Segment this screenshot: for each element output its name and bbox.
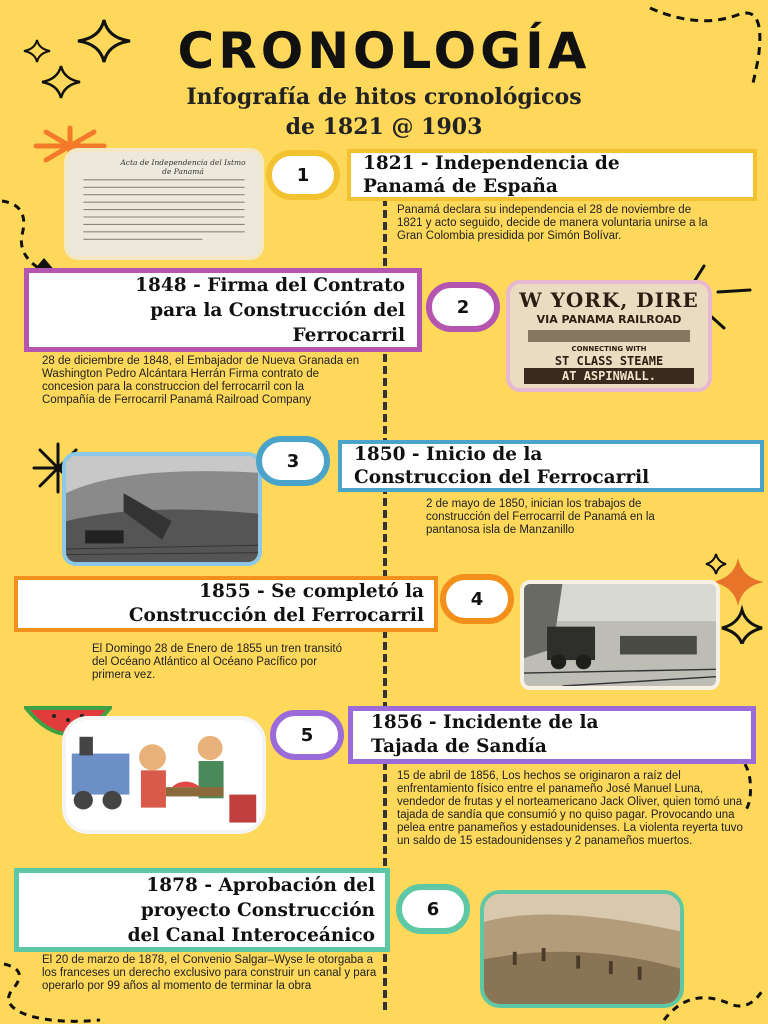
subtitle-line-1: Infografía de hitos cronológicos bbox=[186, 84, 582, 110]
event-5-title-line1: 1856 - Incidente de la bbox=[371, 712, 599, 733]
event-6-number-badge: 6 bbox=[396, 884, 470, 934]
event-6-photo bbox=[480, 890, 684, 1008]
event-3-title-line2: Construccion del Ferrocarril bbox=[354, 467, 650, 488]
event-3-description: 2 de mayo de 1850, inician los trabajos de construcción del Ferrocarril de Panamá en la pantanosa isla de Manzanillo bbox=[426, 498, 655, 536]
event-5-title-line2: Tajada de Sandía bbox=[371, 736, 547, 757]
event-2-title-box bbox=[24, 268, 422, 352]
event-2-title-line1: 1848 - Firma del Contrato bbox=[135, 274, 405, 296]
event-6-title-box bbox=[14, 868, 390, 952]
sparkle-icon bbox=[40, 64, 82, 100]
event-6-title-line1: 1878 - Aprobación del bbox=[146, 874, 375, 896]
event-2-photo-band bbox=[528, 330, 690, 342]
dashed-curve-decoration bbox=[640, 0, 768, 90]
event-4-description: El Domingo 28 de Enero de 1855 un tren transitó del Océano Atlántico al Océano Pacífico por primera vez. bbox=[92, 643, 342, 681]
sparkle-icon bbox=[72, 16, 136, 66]
event-4-number-badge: 4 bbox=[440, 574, 514, 624]
page-subtitle bbox=[0, 82, 768, 142]
subtitle-line-2: de 1821 @ 1903 bbox=[285, 114, 483, 140]
event-4-photo bbox=[520, 580, 720, 690]
event-2-title-line2: para la Construcción del bbox=[150, 299, 405, 321]
event-1-description: Panamá declara su independencia el 28 de noviembre de 1821 y acto seguido, decide de manera voluntaria unirse a la Gran Colombia presidida por Simón Bolívar. bbox=[397, 204, 708, 242]
event-6-title-line2: proyecto Construcción bbox=[140, 899, 375, 921]
event-2-photo-line4: ST CLASS STEAME bbox=[554, 354, 664, 368]
event-1-photo bbox=[64, 148, 264, 260]
event-3-number-badge: 3 bbox=[256, 436, 330, 486]
event-1-number-badge: 1 bbox=[266, 150, 340, 200]
event-1-title-line1: 1821 - Independencia de bbox=[363, 153, 620, 174]
sparkle-icon bbox=[22, 38, 52, 64]
event-2-number-badge: 2 bbox=[426, 282, 500, 332]
event-2-photo-line5: AT ASPINWALL. bbox=[524, 368, 694, 384]
event-2-description: 28 de diciembre de 1848, el Embajador de Nueva Granada en Washington Pedro Alcántara Herrán Firma contrato de concesion para la construccion del ferrocarril con la Compañía de Ferrocarril Panamá Railroad Company bbox=[42, 355, 360, 406]
event-6-title-line3: del Canal Interoceánico bbox=[127, 924, 375, 946]
event-3-photo bbox=[62, 452, 262, 566]
event-2-photo-line2: VIA PANAMA RAILROAD bbox=[536, 313, 682, 326]
event-2-title-line3: Ferrocarril bbox=[292, 324, 405, 346]
event-4-title-line1: 1855 - Se completó la bbox=[199, 581, 424, 602]
event-3-title-box bbox=[338, 440, 764, 492]
event-5-description: 15 de abril de 1856, Los hechos se originaron a raíz del enfrentamiento físico entre el panameño José Manuel Luna, vendedor de frutas y el norteamericano Jack Oliver, quien tomó una tajada de sandía que consumió y no quiso pagar. Provocando una pelea entre panameños y estadounidenses. La violenta reyerta tuvo un saldo de 15 estadounidenses y 2 panameños muertos. bbox=[397, 770, 743, 847]
event-5-photo bbox=[62, 716, 266, 834]
event-1-title-line2: Panamá de España bbox=[363, 176, 558, 197]
event-5-title-box bbox=[348, 706, 756, 764]
event-3-title-line1: 1850 - Inicio de la bbox=[354, 444, 543, 465]
event-1-title-box bbox=[347, 149, 757, 201]
event-4-title-box bbox=[14, 576, 438, 632]
event-4-title-line2: Construcción del Ferrocarril bbox=[128, 605, 424, 626]
page-title: CRONOLOGÍA bbox=[177, 22, 591, 80]
event-2-photo bbox=[506, 280, 712, 392]
event-1-photo-caption: Acta de Independencia del Istmo de Panamá bbox=[120, 158, 246, 176]
event-2-photo-line3: CONNECTING WITH bbox=[571, 345, 647, 353]
event-6-description: El 20 de marzo de 1878, el Convenio Salgar–Wyse le otorgaba a los franceses un derecho exclusivo para construir un canal y para operarlo por 99 años al momento de terminar la obra bbox=[42, 954, 377, 992]
event-2-photo-line1: W YORK, DIRE bbox=[519, 288, 699, 312]
event-5-number-badge: 5 bbox=[270, 710, 344, 760]
